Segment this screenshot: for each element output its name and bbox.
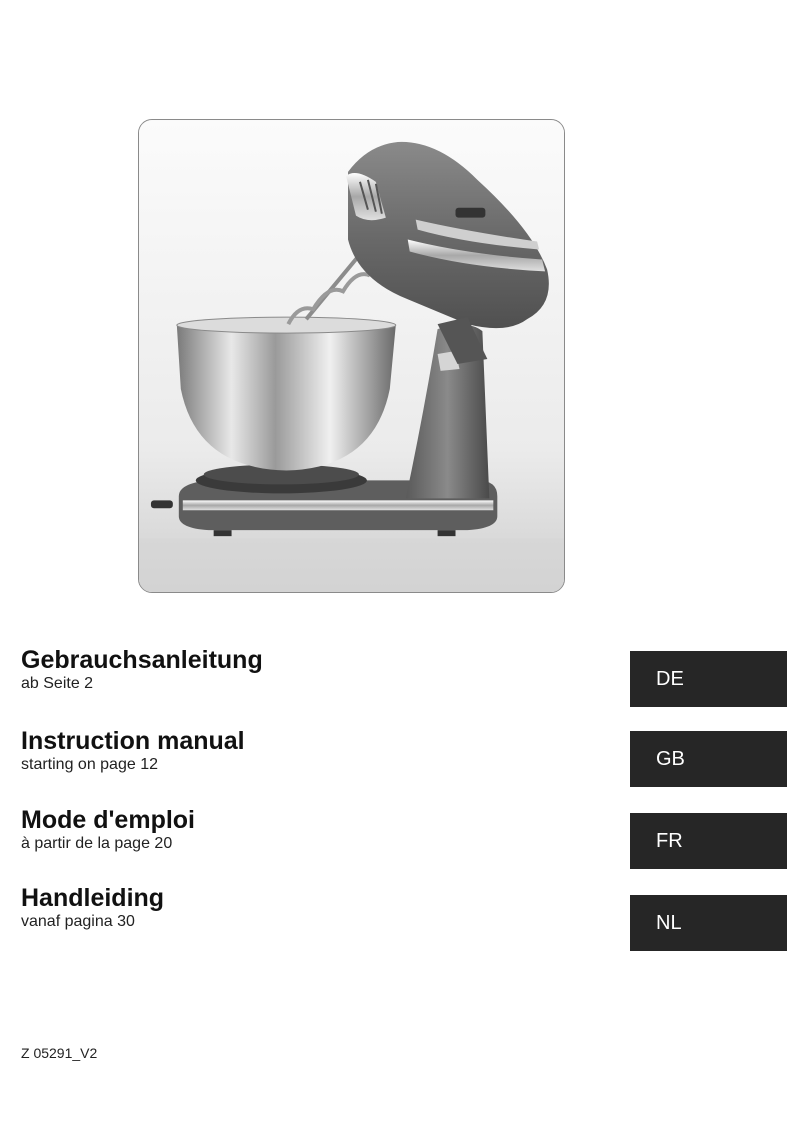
lang-tab-fr[interactable]: FR [630, 813, 787, 869]
manual-subtitle: vanaf pagina 30 [21, 913, 135, 930]
manual-subtitle: ab Seite 2 [21, 675, 94, 692]
lang-tab-de[interactable]: DE [630, 651, 787, 707]
stand-mixer-illustration [139, 120, 564, 592]
product-photo [138, 119, 565, 593]
manual-entry-gb [21, 727, 245, 775]
manual-entry-nl [21, 884, 164, 932]
manual-entry-fr [21, 806, 195, 854]
manual-subtitle: starting on page 12 [21, 756, 158, 773]
manual-title: Gebrauchsanleitung [21, 646, 263, 674]
manual-subtitle: à partir de la page 20 [21, 835, 173, 852]
manual-title: Instruction manual [21, 727, 245, 755]
lang-tab-gb[interactable]: GB [630, 731, 787, 787]
manual-title: Handleiding [21, 884, 165, 912]
document-code: Z 05291_V2 [21, 1045, 98, 1061]
lang-tab-nl[interactable]: NL [630, 895, 787, 951]
manual-entry-de [21, 646, 263, 694]
manual-title: Mode d'emploi [21, 806, 195, 834]
